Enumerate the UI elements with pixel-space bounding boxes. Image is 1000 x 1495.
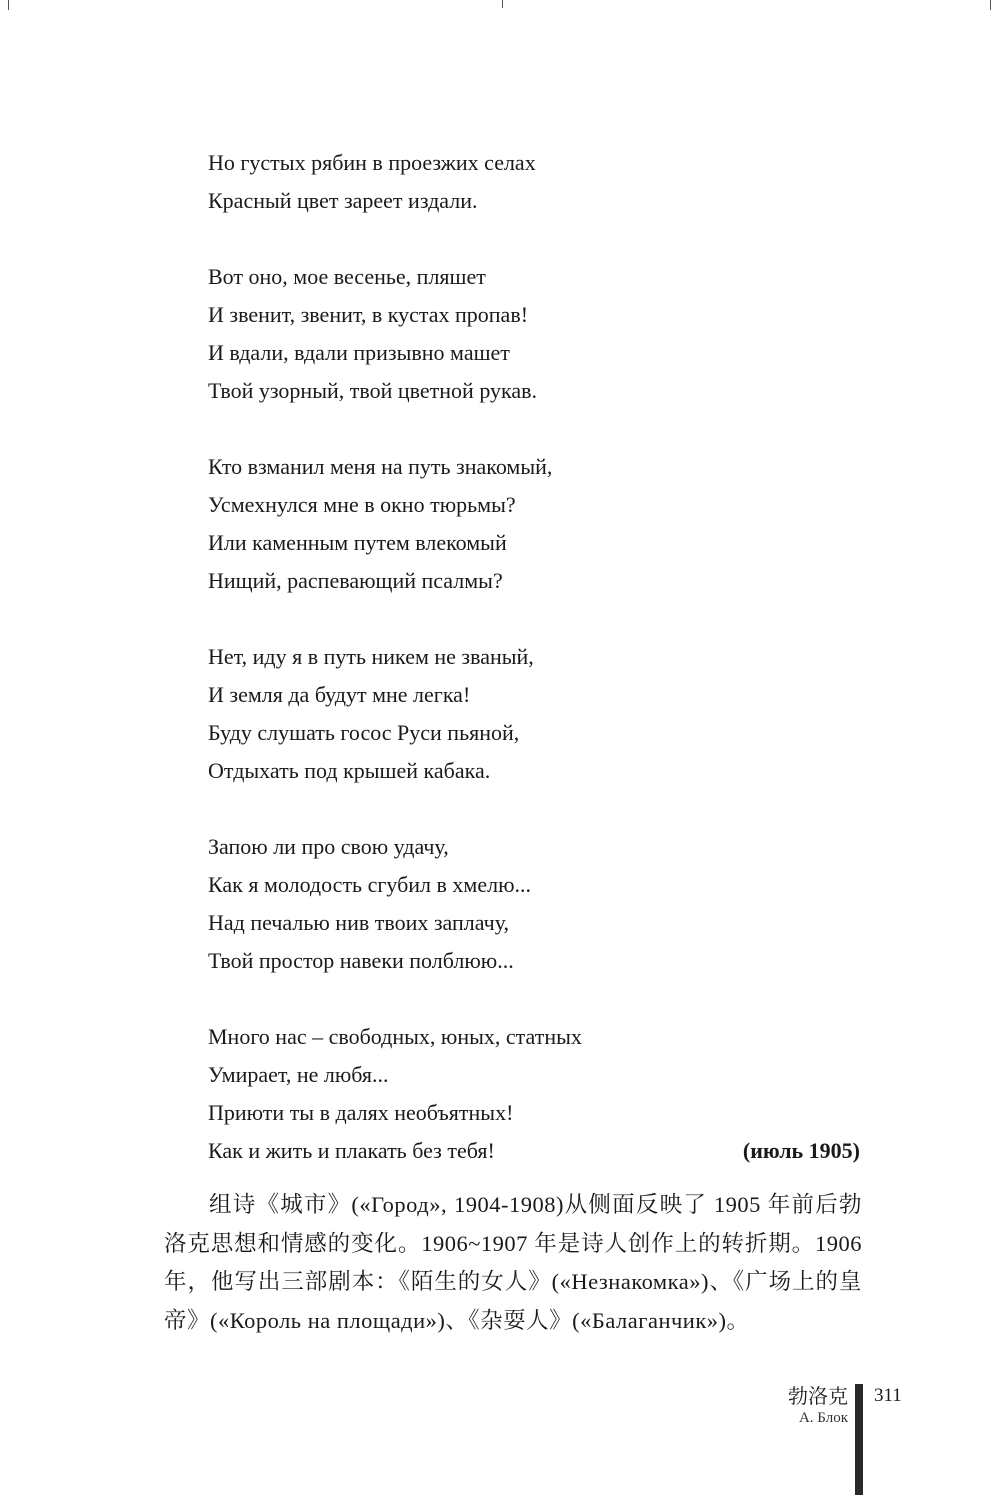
stanza	[208, 448, 868, 600]
poem-line: Как я молодость сгубил в хмелю...	[208, 872, 532, 897]
poem-line: Буду слушать госос Руси пьяной,	[208, 720, 520, 745]
poem-line: И вдали, вдали призывно машет	[208, 340, 510, 365]
poem-line: Кто взманил меня на путь знакомый,	[208, 454, 553, 479]
poem-line: Нет, иду я в путь никем не званый,	[208, 644, 534, 669]
poem-line-last	[208, 1132, 868, 1170]
poem-line: Твой узорный, твой цветной рукав.	[208, 378, 538, 403]
poem-line: И звенит, звенит, в кустах пропав!	[208, 302, 529, 327]
poem-line: Твой простор навеки полблюю...	[208, 948, 514, 973]
poem-line: Нищий, распевающий псалмы?	[208, 568, 503, 593]
author-name-chinese: 勃洛克	[788, 1384, 848, 1408]
poem-line: Запою ли про свою удачу,	[208, 834, 449, 859]
author-name-russian: А. Блок	[798, 1410, 848, 1426]
body-paragraph: 组诗《城市》(«Город», 1904-1908)从侧面反映了 1905 年前后勃洛克思想和情感的变化。1906~1907 年是诗人创作上的转折期。1906 年，他写出三部剧本：《陌生的女人》(«Незнакомка»)、《广场上的皇帝》(«Король на площади»)、《杂耍人》(«Балаганчик»)。	[164, 1192, 862, 1333]
stanza	[208, 638, 868, 790]
poem-line: Красный цвет зареет издали.	[208, 188, 478, 213]
running-footer	[788, 1383, 848, 1427]
crop-mark-left	[8, 0, 9, 10]
poem-line: Вот оно, мое весенье, пляшет	[208, 264, 486, 289]
poem-line: И земля да будут мне легка!	[208, 682, 471, 707]
poem-line: Умирает, не любя...	[208, 1062, 389, 1087]
poem-line: Или каменным путем влекомый	[208, 530, 507, 555]
poem	[208, 144, 868, 1170]
page-number: 311	[874, 1385, 902, 1406]
poem-line: Много нас – свободных, юных, статных	[208, 1024, 582, 1049]
poem-line: Отдыхать под крышей кабака.	[208, 758, 491, 783]
crop-mark-center	[502, 0, 503, 8]
stanza	[208, 828, 868, 980]
poem-line: Но густых рябин в проезжих селах	[208, 150, 536, 175]
stanza	[208, 258, 868, 410]
footer-divider-bar	[855, 1384, 863, 1495]
stanza	[208, 1018, 868, 1170]
stanza	[208, 144, 868, 220]
poem-date: (июль 1905)	[742, 1138, 860, 1163]
poem-line: Над печалью нив твоих заплачу,	[208, 910, 510, 935]
poem-line-text: Как и жить и плакать без тебя!	[208, 1138, 495, 1163]
poem-line: Усмехнулся мне в окно тюрьмы?	[208, 492, 516, 517]
crop-mark-right	[990, 0, 991, 10]
poem-line: Приюти ты в далях необъятных!	[208, 1100, 514, 1125]
